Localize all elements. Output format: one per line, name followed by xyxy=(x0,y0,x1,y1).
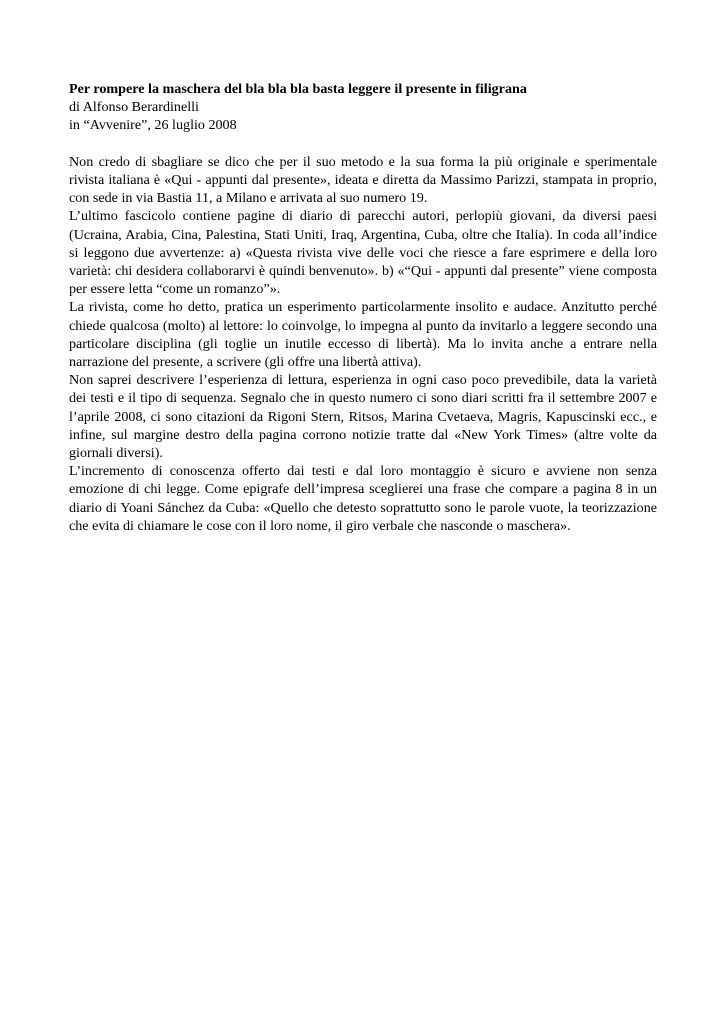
article-author: di Alfonso Berardinelli xyxy=(69,99,199,116)
article-source: in “Avvenire”, 26 luglio 2008 xyxy=(69,117,237,134)
paragraph-5: L’incremento di conoscenza offerto dai testi e dal loro montaggio è sicuro e avviene non senza emozione di chi legge. Come epigrafe dell’impresa sceglierei una frase che compare a pagina 8 in un diario di Yoani Sánchez da Cuba: «Quello che detesto soprattutto sono le parole vuote, la teorizzazione che evita di chiamare le cose con il loro nome, il giro verbale che nasconde o maschera». xyxy=(69,463,657,534)
article-title: Per rompere la maschera del bla bla bla basta leggere il presente in filigrana xyxy=(69,81,527,97)
title-spacer xyxy=(69,135,657,153)
paragraph-2: L’ultimo fascicolo contiene pagine di diario di parecchi autori, perlopiù giovani, da diversi paesi (Ucraina, Arabia, Cina, Palestina, Stati Uniti, Iraq, Argentina, Cuba, oltre che Italia). In coda all’indice si leggono due avvertenze: a) «Questa rivista vive delle voci che riesce a fare esprimere e della loro varietà: chi desidera collaborarvi è quindi benvenuto». b) «“Qui - appunti dal presente” viene composta per essere letta “come un romanzo”». xyxy=(69,208,657,298)
document-page xyxy=(69,80,657,535)
paragraph-3: La rivista, come ho detto, pratica un esperimento particolarmente insolito e audace. Anzitutto perché chiede qualcosa (molto) al lettore: lo coinvolge, lo impegna al punto da invitarlo a leggere secondo una particolare disciplina (gli toglie un inutile eccesso di libertà). Ma lo invita anche a entrare nella narrazione del presente, a scrivere (gli offre una libertà attiva). xyxy=(69,299,657,371)
paragraph-4: Non saprei descrivere l’esperienza di lettura, esperienza in ogni caso poco prevedibile, data la varietà dei testi e il tipo di sequenza. Segnalo che in questo numero ci sono diari scritti fra il settembre 2007 e l’aprile 2008, ci sono citazioni da Rigoni Stern, Ritsos, Marina Cvetaeva, Magris, Kapuscinski ecc., e infine, sul margine destro della pagina corrono notizie tratte dal «New York Times» (altre volte da giornali diversi). xyxy=(69,372,657,462)
paragraph-1: Non credo di sbagliare se dico che per il suo metodo e la sua forma la più originale e sperimentale rivista italiana è «Qui - appunti dal presente», ideata e diretta da Massimo Parizzi, stampata in proprio, con sede in via Bastia 11, a Milano e arrivata al suo numero 19. xyxy=(69,153,657,207)
